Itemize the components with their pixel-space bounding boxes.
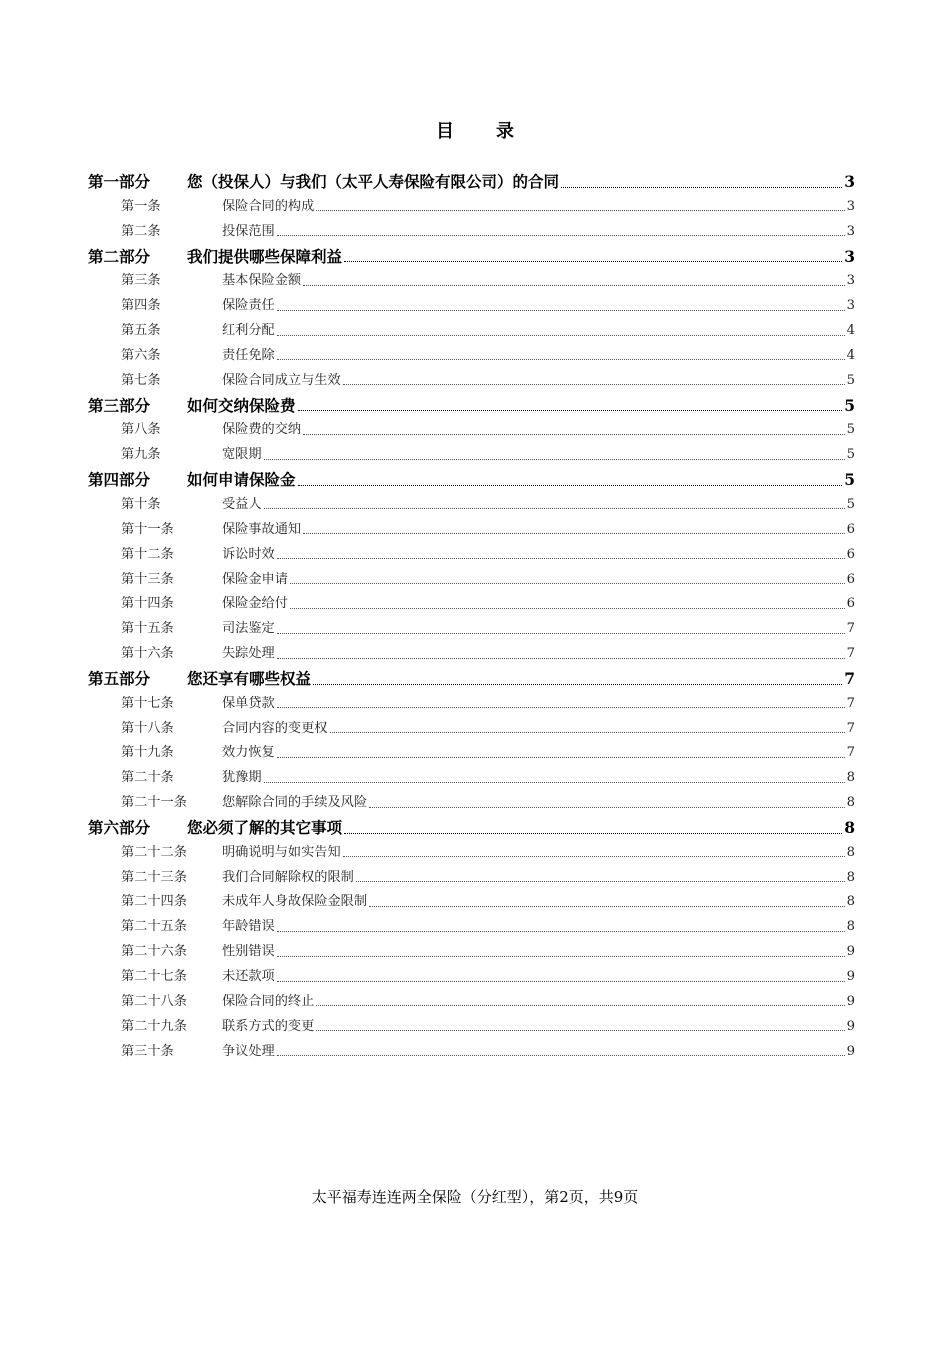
dot-leader xyxy=(313,668,842,685)
toc-article-entry xyxy=(88,766,855,791)
toc-entry-title: 基本保险金额 xyxy=(222,273,302,289)
toc-article-entry xyxy=(88,493,855,518)
toc-entry-page: 9 xyxy=(846,1043,855,1059)
dot-leader xyxy=(330,719,845,733)
dot-leader xyxy=(277,942,845,956)
toc-entry-page: 6 xyxy=(846,521,855,537)
toc-entry-title: 未还款项 xyxy=(222,969,275,984)
toc-entry-number: 第三十条 xyxy=(121,1043,174,1059)
toc-entry-page: 8 xyxy=(846,844,855,860)
toc-entry-title: 保险金申请 xyxy=(222,571,288,587)
toc-entry-title: 保险合同成立与生效 xyxy=(222,372,341,388)
toc-entry-number: 第二十条 xyxy=(121,770,174,786)
toc-article-entry xyxy=(88,418,855,443)
toc-entry-title: 失踪处理 xyxy=(222,646,275,662)
dot-leader xyxy=(356,868,845,882)
toc-entry-number: 第八条 xyxy=(121,422,161,438)
toc-entry-number: 第十六条 xyxy=(121,646,174,662)
dot-leader xyxy=(316,197,844,211)
toc-article-entry xyxy=(88,965,855,990)
toc-entry-number: 第二十二条 xyxy=(121,844,187,860)
toc-entry-number: 第十三条 xyxy=(121,571,174,587)
toc-article-entry xyxy=(88,642,855,667)
toc-entry-page: 8 xyxy=(844,817,855,837)
toc-entry-page: 4 xyxy=(846,323,855,339)
toc-entry-title: 责任免除 xyxy=(222,347,275,363)
toc-entry-title: 合同内容的变更权 xyxy=(222,720,328,736)
dot-leader xyxy=(277,545,845,559)
dot-leader xyxy=(561,171,842,188)
toc-entry-number: 第二十四条 xyxy=(121,894,187,910)
toc-entry-number: 第十条 xyxy=(121,496,161,512)
toc-entry-title: 如何交纳保险费 xyxy=(187,395,296,415)
toc-entry-title: 明确说明与如实告知 xyxy=(222,844,341,860)
dot-leader xyxy=(369,893,845,907)
toc-entry-page: 5 xyxy=(846,422,855,438)
toc-entry-page: 3 xyxy=(846,273,855,289)
dot-leader xyxy=(303,272,844,286)
toc-article-entry xyxy=(88,369,855,394)
toc-entry-page: 9 xyxy=(846,1018,855,1034)
toc-entry-page: 7 xyxy=(844,668,855,688)
dot-leader xyxy=(277,222,845,236)
dot-leader xyxy=(277,620,845,634)
toc-entry-number: 第七条 xyxy=(121,372,161,388)
toc-entry-page: 6 xyxy=(846,596,855,612)
toc-part-entry xyxy=(88,667,855,692)
toc-article-entry xyxy=(88,890,855,915)
dot-leader xyxy=(344,246,842,263)
toc-entry-title: 保单贷款 xyxy=(222,695,275,711)
toc-entry-page: 8 xyxy=(846,770,855,786)
toc-entry-number: 第六部分 xyxy=(88,817,151,837)
page-title xyxy=(0,117,950,143)
toc-entry-page: 5 xyxy=(844,470,855,490)
toc-article-entry xyxy=(88,543,855,568)
toc-entry-title: 效力恢复 xyxy=(222,745,275,761)
toc-part-entry xyxy=(88,170,855,195)
toc-article-entry xyxy=(88,940,855,965)
toc-entry-title: 保险责任 xyxy=(222,298,275,314)
toc-entry-title: 您解除合同的手续及风险 xyxy=(222,795,368,811)
toc-article-entry xyxy=(88,568,855,593)
dot-leader xyxy=(316,992,844,1006)
toc-part-entry xyxy=(88,468,855,493)
dot-leader xyxy=(277,967,845,981)
toc-entry-title: 红利分配 xyxy=(222,323,275,339)
toc-entry-page: 9 xyxy=(846,969,855,984)
toc-entry-page: 5 xyxy=(844,395,855,415)
dot-leader xyxy=(277,1042,845,1056)
toc-entry-number: 第二十七条 xyxy=(121,969,187,984)
toc-entry-page: 7 xyxy=(846,695,855,711)
toc-article-entry xyxy=(88,990,855,1015)
dot-leader xyxy=(277,744,845,758)
toc-entry-page: 7 xyxy=(846,745,855,761)
toc-entry-page: 8 xyxy=(846,795,855,811)
toc-article-entry xyxy=(88,1015,855,1040)
page-footer: 太平福寿连连两全保险（分红型），第2页，共9页 xyxy=(311,1188,639,1206)
toc-entry-number: 第二十五条 xyxy=(121,919,187,935)
toc-entry-title: 年龄错误 xyxy=(222,919,275,935)
table-of-contents xyxy=(88,170,855,1064)
toc-entry-number: 第九条 xyxy=(121,447,161,463)
toc-article-entry xyxy=(88,443,855,468)
toc-entry-title: 犹豫期 xyxy=(222,770,262,786)
toc-entry-title: 保险金给付 xyxy=(222,596,288,612)
toc-entry-page: 7 xyxy=(846,646,855,662)
toc-part-entry xyxy=(88,816,855,841)
toc-entry-page: 5 xyxy=(846,496,855,512)
toc-entry-title: 性别错误 xyxy=(222,944,275,960)
toc-entry-number: 第一部分 xyxy=(88,172,151,191)
toc-entry-number: 第二十八条 xyxy=(121,993,187,1009)
toc-entry-title: 投保范围 xyxy=(222,223,275,239)
toc-entry-number: 第四部分 xyxy=(88,470,151,490)
toc-entry-number: 第四条 xyxy=(121,298,161,314)
toc-entry-page: 3 xyxy=(846,223,855,239)
toc-entry-title: 受益人 xyxy=(222,496,262,512)
toc-entry-title: 诉讼时效 xyxy=(222,546,275,562)
toc-entry-page: 3 xyxy=(846,198,855,214)
toc-article-entry xyxy=(88,617,855,642)
dot-leader xyxy=(298,395,843,412)
toc-part-entry xyxy=(88,394,855,419)
dot-leader xyxy=(277,321,845,335)
dot-leader xyxy=(303,520,844,534)
dot-leader xyxy=(277,918,845,932)
toc-entry-number: 第十五条 xyxy=(121,621,174,637)
toc-article-entry xyxy=(88,741,855,766)
dot-leader xyxy=(290,595,845,609)
toc-article-entry xyxy=(88,195,855,220)
toc-article-entry xyxy=(88,518,855,543)
dot-leader xyxy=(344,817,842,834)
dot-leader xyxy=(316,1017,844,1031)
toc-entry-page: 8 xyxy=(846,919,855,935)
toc-entry-number: 第十四条 xyxy=(121,596,174,612)
toc-entry-title: 我们合同解除权的限制 xyxy=(222,869,354,885)
toc-entry-page: 3 xyxy=(846,298,855,314)
dot-leader xyxy=(290,570,845,584)
toc-entry-page: 8 xyxy=(846,894,855,910)
dot-leader xyxy=(298,469,843,486)
title-char-2: 录 xyxy=(496,121,514,142)
toc-entry-title: 联系方式的变更 xyxy=(222,1018,315,1034)
toc-entry-page: 6 xyxy=(846,546,855,562)
toc-entry-title: 如何申请保险金 xyxy=(187,470,296,490)
dot-leader xyxy=(277,644,845,658)
dot-leader xyxy=(343,843,845,857)
dot-leader xyxy=(264,495,845,509)
toc-article-entry xyxy=(88,344,855,369)
toc-entry-page: 8 xyxy=(846,869,855,885)
dot-leader xyxy=(264,769,845,783)
toc-entry-number: 第十七条 xyxy=(121,695,174,711)
toc-entry-number: 第二十三条 xyxy=(121,869,187,885)
toc-entry-page: 4 xyxy=(846,347,855,363)
dot-leader xyxy=(303,421,844,435)
toc-entry-page: 7 xyxy=(846,720,855,736)
toc-entry-title: 我们提供哪些保障利益 xyxy=(187,246,343,266)
toc-entry-page: 3 xyxy=(844,246,855,266)
title-char-1: 目 xyxy=(436,121,454,142)
toc-article-entry xyxy=(88,319,855,344)
toc-entry-title: 宽限期 xyxy=(222,447,262,463)
toc-entry-number: 第二十六条 xyxy=(121,944,187,960)
toc-entry-number: 第二条 xyxy=(121,223,161,239)
toc-entry-number: 第十一条 xyxy=(121,521,174,537)
toc-article-entry xyxy=(88,692,855,717)
toc-article-entry xyxy=(88,220,855,245)
dot-leader xyxy=(277,346,845,360)
dot-leader xyxy=(343,371,845,385)
toc-entry-title: 司法鉴定 xyxy=(222,621,275,637)
toc-entry-number: 第十二条 xyxy=(121,546,174,562)
toc-entry-number: 第二部分 xyxy=(88,246,151,266)
toc-entry-number: 第五部分 xyxy=(88,668,151,688)
dot-leader xyxy=(264,446,845,460)
toc-entry-number: 第二十一条 xyxy=(121,795,187,811)
toc-article-entry xyxy=(88,791,855,816)
toc-article-entry xyxy=(88,1040,855,1065)
toc-entry-title: 保险合同的终止 xyxy=(222,993,315,1009)
toc-article-entry xyxy=(88,294,855,319)
toc-article-entry xyxy=(88,841,855,866)
dot-leader xyxy=(369,793,845,807)
toc-entry-title: 您（投保人）与我们（太平人寿保险有限公司）的合同 xyxy=(187,172,560,191)
toc-entry-number: 第三条 xyxy=(121,273,161,289)
toc-entry-number: 第十九条 xyxy=(121,745,174,761)
toc-article-entry xyxy=(88,592,855,617)
toc-entry-number: 第二十九条 xyxy=(121,1018,187,1034)
toc-entry-page: 6 xyxy=(846,571,855,587)
dot-leader xyxy=(277,297,845,311)
toc-entry-title: 争议处理 xyxy=(222,1043,275,1059)
dot-leader xyxy=(277,694,845,708)
toc-entry-title: 未成年人身故保险金限制 xyxy=(222,894,368,910)
toc-article-entry xyxy=(88,866,855,891)
toc-entry-title: 您还享有哪些权益 xyxy=(187,668,312,688)
toc-entry-title: 保险事故通知 xyxy=(222,521,302,537)
toc-article-entry xyxy=(88,717,855,742)
toc-entry-page: 5 xyxy=(846,372,855,388)
toc-entry-number: 第六条 xyxy=(121,347,161,363)
toc-entry-number: 第一条 xyxy=(121,198,161,214)
toc-entry-page: 3 xyxy=(844,172,855,191)
toc-entry-number: 第三部分 xyxy=(88,395,151,415)
toc-entry-page: 9 xyxy=(846,993,855,1009)
toc-article-entry xyxy=(88,269,855,294)
toc-entry-number: 第五条 xyxy=(121,323,161,339)
toc-entry-number: 第十八条 xyxy=(121,720,174,736)
toc-entry-title: 您必须了解的其它事项 xyxy=(187,817,343,837)
toc-article-entry xyxy=(88,915,855,940)
toc-entry-title: 保险合同的构成 xyxy=(222,198,315,214)
toc-entry-title: 保险费的交纳 xyxy=(222,422,302,438)
toc-part-entry xyxy=(88,245,855,270)
toc-entry-page: 5 xyxy=(846,447,855,463)
toc-entry-page: 9 xyxy=(846,944,855,960)
toc-entry-page: 7 xyxy=(846,621,855,637)
